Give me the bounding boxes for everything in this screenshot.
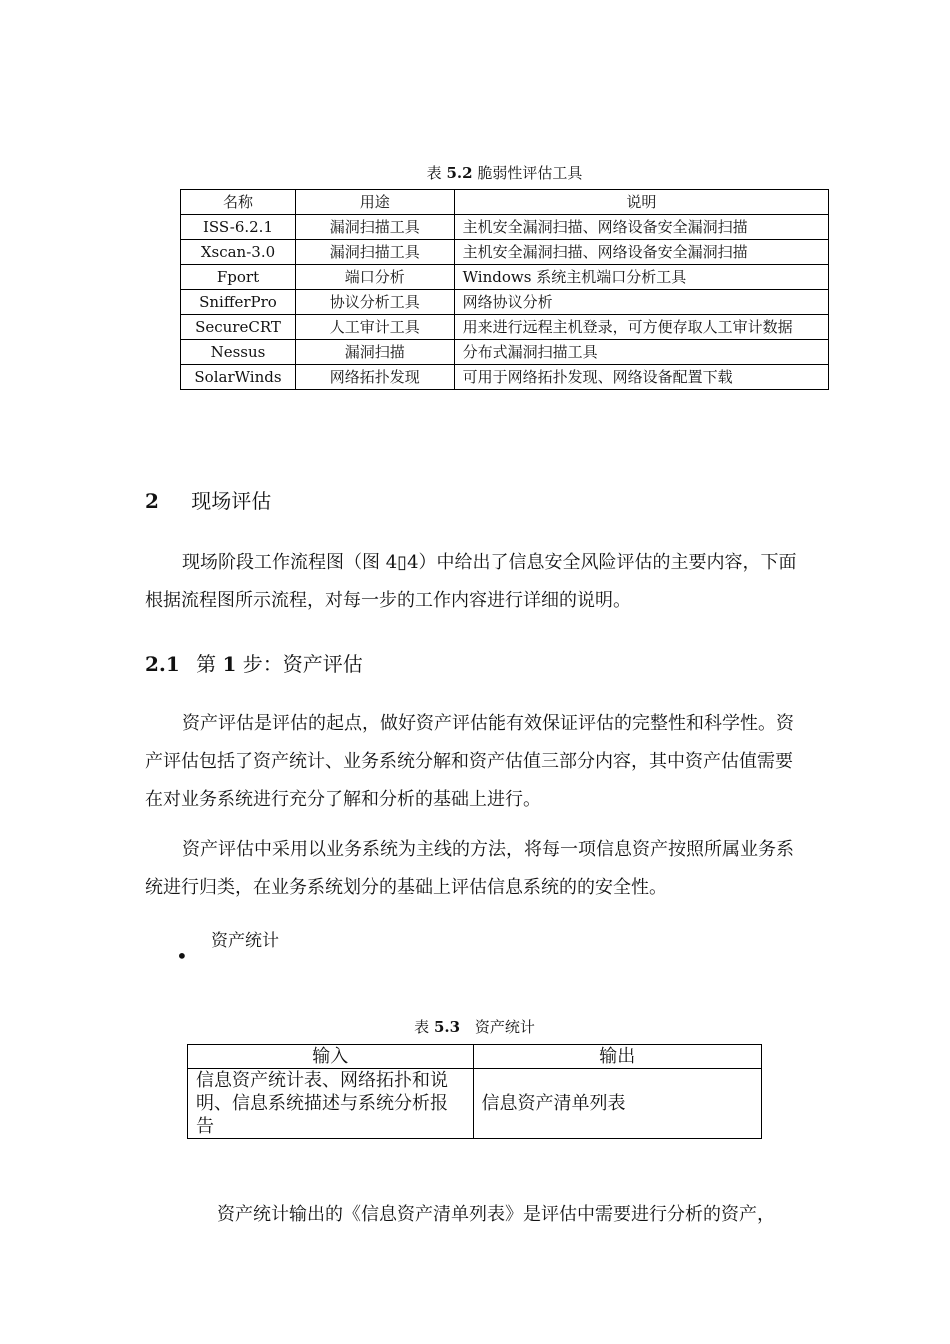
tool-purpose-cell: 漏洞扫描工具 xyxy=(295,240,454,265)
tool-name-cell: Fport xyxy=(181,265,296,290)
tool-purpose-cell: 网络拓扑发现 xyxy=(295,365,454,390)
tool-name-cell: SecureCRT xyxy=(181,315,296,340)
section-title-post: 步：资产评估 xyxy=(242,652,363,676)
bullet-item-asset-statistics: 资产统计 xyxy=(211,931,279,951)
table-row xyxy=(181,215,829,240)
caption-number: 5.2 xyxy=(446,164,473,182)
column-header-description: 说明 xyxy=(454,190,828,215)
table-row xyxy=(188,1069,762,1139)
column-header-purpose: 用途 xyxy=(295,190,454,215)
tool-purpose-cell: 人工审计工具 xyxy=(295,315,454,340)
caption-title: 脆弱性评估工具 xyxy=(477,164,583,182)
tool-description-cell: 主机安全漏洞扫描、网络设备安全漏洞扫描 xyxy=(454,240,828,265)
caption-prefix: 表 xyxy=(414,1018,430,1036)
tool-description-cell: 网络协议分析 xyxy=(454,290,828,315)
table-header-row xyxy=(181,190,829,215)
section-2-heading xyxy=(145,485,271,514)
asset-statistics-table xyxy=(187,1044,762,1139)
tool-name-cell: Nessus xyxy=(181,340,296,365)
tool-purpose-cell: 协议分析工具 xyxy=(295,290,454,315)
tool-description-cell: 主机安全漏洞扫描、网络设备安全漏洞扫描 xyxy=(454,215,828,240)
table-row xyxy=(181,365,829,390)
column-header-name: 名称 xyxy=(181,190,296,215)
section-2-1-paragraph-2: 资产评估中采用以业务系统为主线的方法，将每一项信息资产按照所属业务系统进行归类，在业务系统划分的基础上评估信息系统的的安全性。 xyxy=(145,839,794,898)
closing-paragraph: 资产统计输出的《信息资产清单列表》是评估中需要进行分析的资产， xyxy=(217,1204,775,1225)
column-header-output: 输出 xyxy=(473,1045,761,1069)
bullet-icon: • xyxy=(176,944,188,968)
input-cell: 信息资产统计表、网络拓扑和说明、信息系统描述与系统分析报告 xyxy=(188,1069,474,1139)
section-number: 2 xyxy=(145,489,159,513)
tool-name-cell: SnifferPro xyxy=(181,290,296,315)
table-row xyxy=(181,315,829,340)
caption-number: 5.3 xyxy=(433,1018,461,1036)
table-row xyxy=(181,290,829,315)
section-2-1-paragraph-1: 资产评估是评估的起点，做好资产评估能有效保证评估的完整性和科学性。资产评估包括了资产统计、业务系统分解和资产估值三部分内容，其中资产估值需要在对业务系统进行充分了解和分析的基础上进行。 xyxy=(145,713,794,810)
table-row xyxy=(181,240,829,265)
output-cell: 信息资产清单列表 xyxy=(473,1069,761,1139)
tool-name-cell: SolarWinds xyxy=(181,365,296,390)
section-step-number: 1 xyxy=(222,652,237,676)
tool-description-cell: 用来进行远程主机登录，可方便存取人工审计数据 xyxy=(454,315,828,340)
tool-purpose-cell: 漏洞扫描工具 xyxy=(295,215,454,240)
tool-name-cell: ISS-6.2.1 xyxy=(181,215,296,240)
table-row xyxy=(181,265,829,290)
caption-prefix: 表 xyxy=(426,164,442,182)
section-title-pre: 第 xyxy=(196,652,217,676)
section-2-paragraph: 现场阶段工作流程图（图 4▯4）中给出了信息安全风险评估的主要内容，下面根据流程图所示流程，对每一步的工作内容进行详细的说明。 xyxy=(145,552,797,611)
tool-purpose-cell: 端口分析 xyxy=(295,265,454,290)
tool-name-cell: Xscan-3.0 xyxy=(181,240,296,265)
tool-description-cell: 可用于网络拓扑发现、网络设备配置下载 xyxy=(454,365,828,390)
tool-description-cell: 分布式漏洞扫描工具 xyxy=(454,340,828,365)
table-5-3-caption xyxy=(187,1016,762,1037)
table-header-row xyxy=(188,1045,762,1069)
section-number: 2.1 xyxy=(145,652,180,676)
caption-title: 资产统计 xyxy=(474,1018,535,1036)
tool-purpose-cell: 漏洞扫描 xyxy=(295,340,454,365)
tool-description-cell: Windows 系统主机端口分析工具 xyxy=(454,265,828,290)
vulnerability-tools-table xyxy=(180,189,829,390)
section-2-1-heading xyxy=(145,648,363,677)
section-title: 现场评估 xyxy=(191,489,272,513)
table-5-2-caption xyxy=(180,162,829,183)
column-header-input: 输入 xyxy=(188,1045,474,1069)
table-row xyxy=(181,340,829,365)
